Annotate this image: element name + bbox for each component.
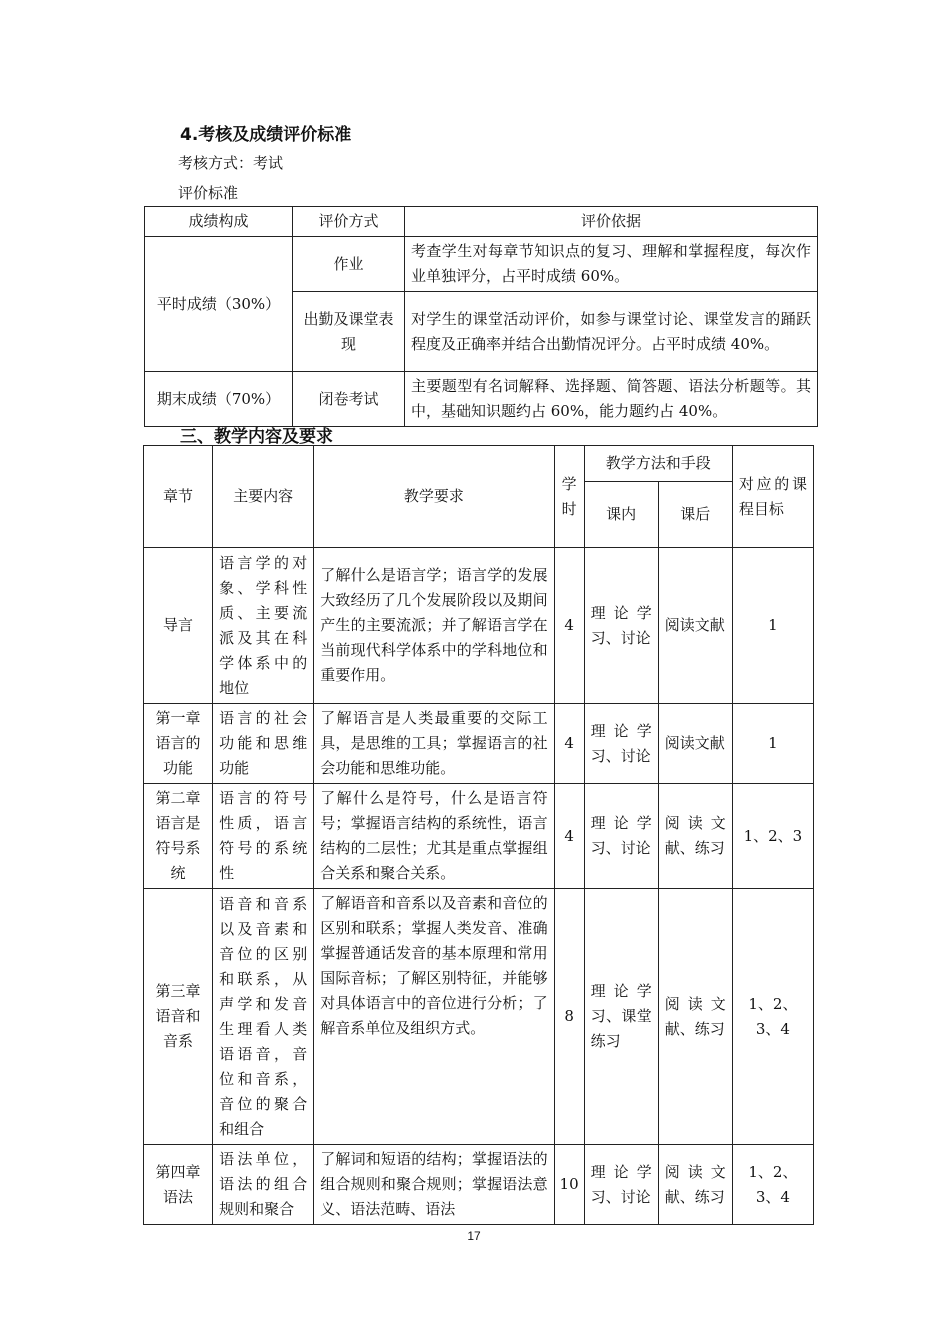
assessment-method: 考核方式：考试 — [178, 154, 284, 172]
table-row — [144, 784, 814, 889]
final-method-cell: 闭卷考试 — [293, 372, 405, 427]
in-class-cell: 理论学习、课堂练习 — [584, 889, 658, 1145]
header-after-class: 课后 — [658, 482, 732, 548]
homework-basis-cell: 考查学生对每章节知识点的复习、理解和掌握程度，每次作业单独评分，占平时成绩 60%。 — [405, 237, 818, 292]
hours-cell: 4 — [554, 784, 584, 889]
after-class-cell: 阅读文献、练习 — [658, 889, 732, 1145]
table-row — [144, 548, 814, 704]
chapter-cell: 导言 — [144, 548, 213, 704]
table-header-row — [144, 446, 814, 482]
header-content: 主要内容 — [213, 446, 314, 548]
objective-cell: 1、2、3、4 — [732, 889, 813, 1145]
hours-cell: 10 — [554, 1145, 584, 1225]
usual-score-cell: 平时成绩（30%） — [145, 237, 293, 372]
in-class-cell: 理论学习、讨论 — [584, 1145, 658, 1225]
header-requirement: 教学要求 — [314, 446, 554, 548]
requirement-cell: 了解什么是语言学；语言学的发展大致经历了几个发展阶段以及期间产生的主要流派；并了解语言学在当前现代科学体系中的学科地位和重要作用。 — [314, 548, 554, 704]
final-basis-cell: 主要题型有名词解释、选择题、简答题、语法分析题等。其中，基础知识题约占 60%，能力题约占 40%。 — [405, 372, 818, 427]
header-chapter: 章节 — [144, 446, 213, 548]
requirement-cell: 了解词和短语的结构；掌握语法的组合规则和聚合规则；掌握语法意义、语法范畴、语法 — [314, 1145, 554, 1225]
chapter-cell: 第一章语言的功能 — [144, 704, 213, 784]
evaluation-table — [144, 206, 818, 427]
homework-method-cell: 作业 — [293, 237, 405, 292]
content-cell: 语音和音系以及音素和音位的区别和联系，从声学和发音生理看人类语语音，音位和音系，音位的聚合和组合 — [213, 889, 314, 1145]
objective-cell: 1 — [732, 548, 813, 704]
table-row — [144, 1145, 814, 1225]
after-class-cell: 阅读文献、练习 — [658, 1145, 732, 1225]
header-hours: 学时 — [554, 446, 584, 548]
teaching-content-table — [143, 445, 814, 1225]
section-heading: 三、教学内容及要求 — [180, 427, 333, 447]
header-objective: 对应的课程目标 — [732, 446, 813, 548]
header-evaluation-method: 评价方式 — [293, 207, 405, 237]
content-cell: 语法单位，语法的组合规则和聚合 — [213, 1145, 314, 1225]
table-header-row — [145, 207, 818, 237]
header-in-class: 课内 — [584, 482, 658, 548]
table-row — [144, 889, 814, 1145]
hours-cell: 8 — [554, 889, 584, 1145]
header-evaluation-basis: 评价依据 — [405, 207, 818, 237]
requirement-cell: 了解语音和音系以及音素和音位的区别和联系；掌握人类发音、准确掌握普通话发音的基本原理和常用国际音标；了解区别特征，并能够对具体语言中的音位进行分析；了解音系单位及组织方式。 — [314, 889, 554, 1145]
objective-cell: 1、2、3 — [732, 784, 813, 889]
in-class-cell: 理论学习、讨论 — [584, 784, 658, 889]
objective-cell: 1、2、3、4 — [732, 1145, 813, 1225]
in-class-cell: 理论学习、讨论 — [584, 704, 658, 784]
header-methods: 教学方法和手段 — [584, 446, 732, 482]
after-class-cell: 阅读文献 — [658, 548, 732, 704]
assessment-heading: 4.考核及成绩评价标准 — [180, 125, 352, 145]
hours-cell: 4 — [554, 704, 584, 784]
table-row — [145, 372, 818, 427]
requirement-cell: 了解语言是人类最重要的交际工具，是思维的工具；掌握语言的社会功能和思维功能。 — [314, 704, 554, 784]
page-number: 17 — [467, 1229, 481, 1243]
objective-cell: 1 — [732, 704, 813, 784]
attendance-basis-cell: 对学生的课堂活动评价，如参与课堂讨论、课堂发言的踊跃程度及正确率并结合出勤情况评分。占平时成绩 40%。 — [405, 292, 818, 372]
content-cell: 语言的社会功能和思维功能 — [213, 704, 314, 784]
in-class-cell: 理论学习、讨论 — [584, 548, 658, 704]
chapter-cell: 第三章语音和音系 — [144, 889, 213, 1145]
header-score-composition: 成绩构成 — [145, 207, 293, 237]
chapter-cell: 第二章语言是符号系统 — [144, 784, 213, 889]
after-class-cell: 阅读文献 — [658, 704, 732, 784]
final-score-cell: 期末成绩（70%） — [145, 372, 293, 427]
hours-cell: 4 — [554, 548, 584, 704]
attendance-method-cell: 出勤及课堂表现 — [293, 292, 405, 372]
content-cell: 语言的符号性质，语言符号的系统性 — [213, 784, 314, 889]
requirement-cell: 了解什么是符号，什么是语言符号；掌握语言结构的系统性，语言结构的二层性；尤其是重点掌握组合关系和聚合关系。 — [314, 784, 554, 889]
content-cell: 语言学的对象、学科性质、主要流派及其在科学体系中的地位 — [213, 548, 314, 704]
criteria-label: 评价标准 — [178, 184, 239, 202]
after-class-cell: 阅读文献、练习 — [658, 784, 732, 889]
table-row — [144, 704, 814, 784]
chapter-cell: 第四章语法 — [144, 1145, 213, 1225]
table-row — [145, 237, 818, 292]
